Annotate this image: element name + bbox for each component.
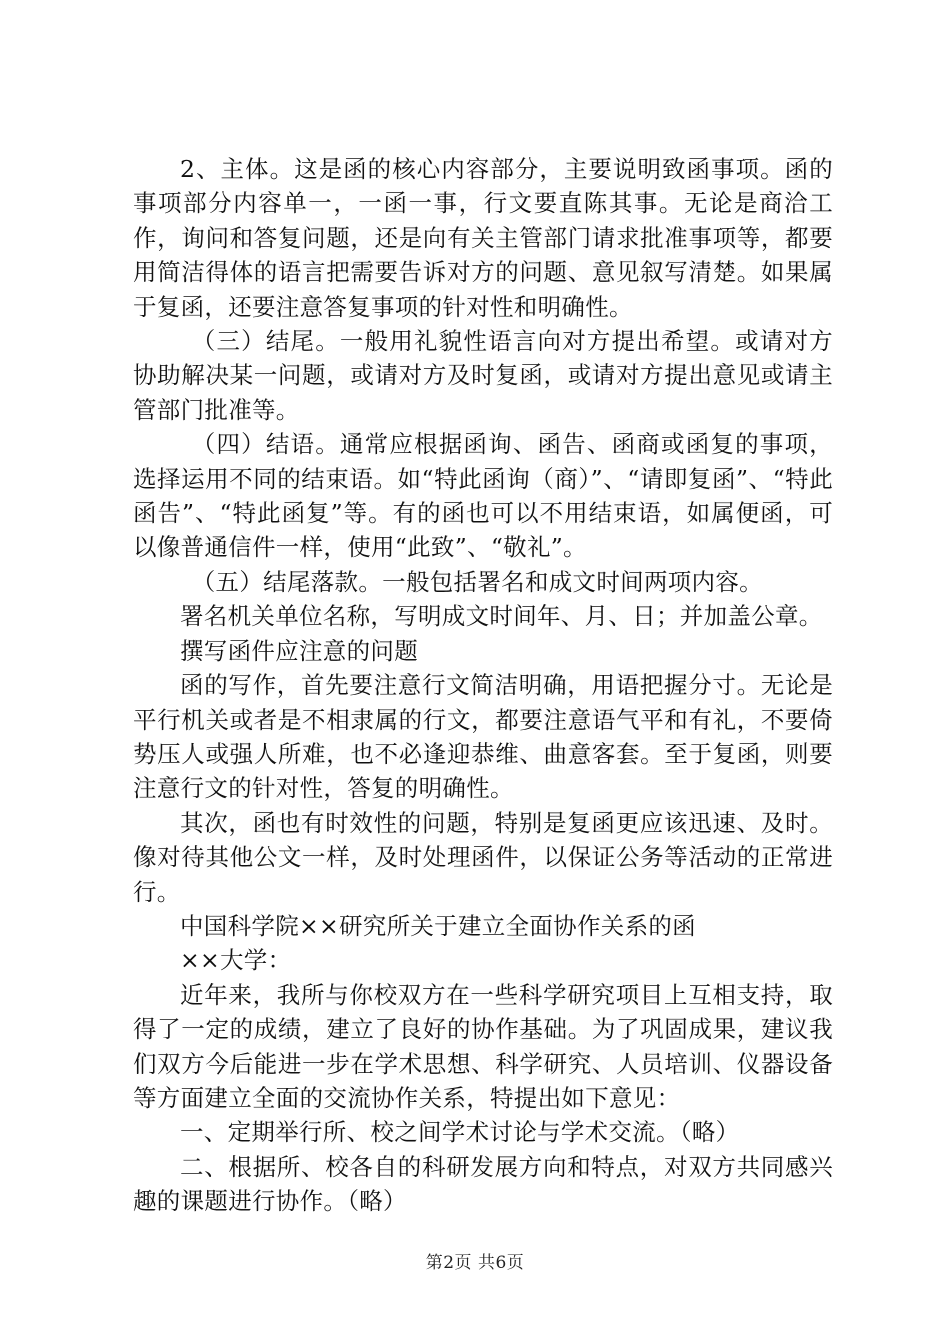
letter-title: 中国科学院××研究所关于建立全面协作关系的函: [180, 911, 696, 940]
section-heading: 撰写函件应注意的问题: [180, 636, 418, 665]
paragraph-signature-detail: 署名机关单位名称，写明成文时间年、月、日；并加盖公章。: [180, 602, 823, 631]
letter-item-2: 二、根据所、校各自的科研发展方向和特点，对双方共同感兴趣的课题进行协作。（略）: [133, 1152, 833, 1216]
document-body: [133, 152, 833, 1219]
paragraph-closing-phrase: （四）结语。通常应根据函询、函告、函商或函复的事项，选择运用不同的结束语。如“特此函询（商）”、“请即复函”、“特此函告”、“特此函复”等。有的函也可以不用结束语，如属便函，可以像普通信件一样，使用“此致”、“敬礼”。: [133, 430, 833, 562]
paragraph-timeliness: 其次，函也有时效性的问题，特别是复函更应该迅速、及时。像对待其他公文一样，及时处理函件，以保证公务等活动的正常进行。: [133, 808, 833, 906]
letter-body: 近年来，我所与你校双方在一些科学研究项目上互相支持，取得了一定的成绩，建立了良好的协作基础。为了巩固成果，建议我们双方今后能进一步在学术思想、科学研究、人员培训、仪器设备等方面建立全面的交流协作关系，特提出如下意见：: [133, 980, 833, 1112]
page-number-footer: 第2页 共6页: [425, 1253, 525, 1273]
paragraph-ending: （三）结尾。一般用礼貌性语言向对方提出希望。或请对方协助解决某一问题，或请对方及时复函，或请对方提出意见或请主管部门批准等。: [133, 327, 833, 424]
paragraph-signature: （五）结尾落款。一般包括署名和成文时间两项内容。: [191, 567, 763, 596]
paragraph-writing-notes: 函的写作，首先要注意行文简洁明确，用语把握分寸。无论是平行机关或者是不相隶属的行文，都要注意语气平和有礼，不要倚势压人或强人所难，也不必逢迎恭维、曲意客套。至于复函，则要注意行文的针对性，答复的明确性。: [133, 671, 833, 803]
letter-recipient: ××大学：: [180, 946, 292, 975]
letter-item-1: 一、定期举行所、校之间学术讨论与学术交流。（略）: [180, 1118, 740, 1147]
paragraph-main-body: 2、主体。这是函的核心内容部分，主要说明致函事项。函的事项部分内容单一，一函一事，行文要直陈其事。无论是商洽工作，询问和答复问题，还是向有关主管部门请求批准事项等，都要用简洁得体的语言把需要告诉对方的问题、意见叙写清楚。如果属于复函，还要注意答复事项的针对性和明确性。: [133, 155, 833, 321]
